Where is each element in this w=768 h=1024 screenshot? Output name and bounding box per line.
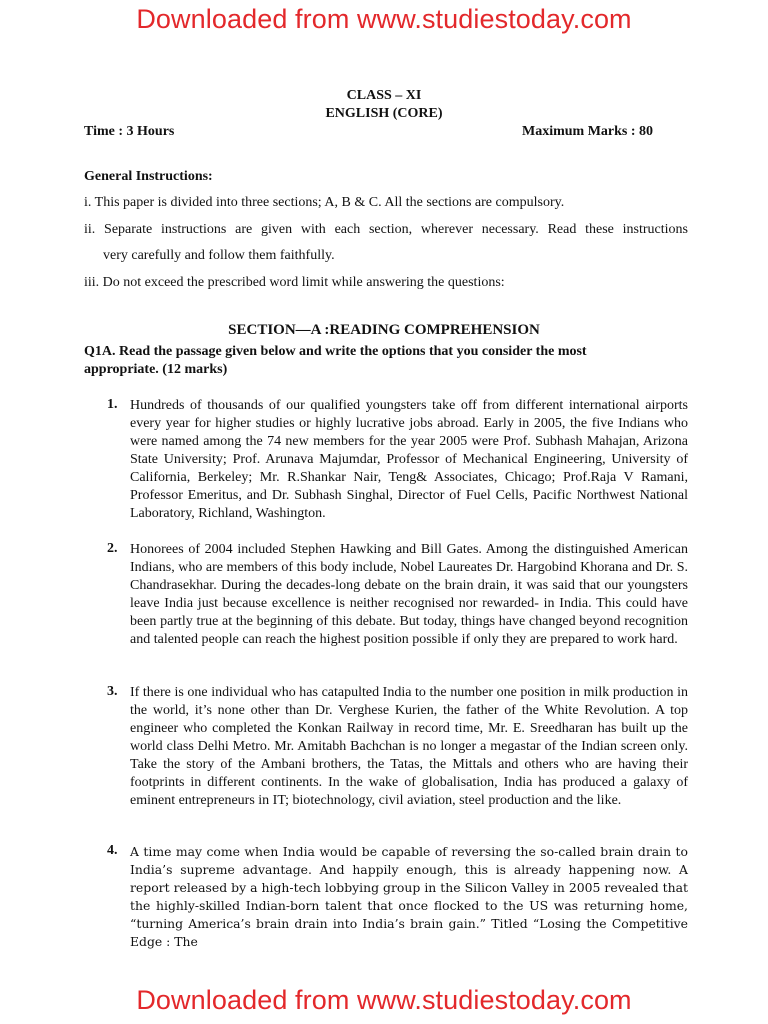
- paragraph-number: 1.: [107, 397, 118, 412]
- class-heading: CLASS – XI: [346, 88, 422, 103]
- instruction-item: i. This paper is divided into three sections; A, B & C. All the sections are compulsory.: [84, 195, 565, 210]
- section-title: SECTION—A :READING COMPREHENSION: [228, 322, 540, 338]
- question-text: Q1A. Read the passage given below and write the options that you consider the most: [84, 344, 587, 359]
- question-text-continuation: appropriate. (12 marks): [84, 362, 228, 377]
- paragraph-number: 2.: [107, 541, 118, 556]
- instructions-heading: General Instructions:: [84, 169, 213, 184]
- instruction-item: ii. Separate instructions are given with each section, wherever necessary. Read these instructions: [84, 222, 688, 237]
- passage-paragraph: Honorees of 2004 included Stephen Hawking and Bill Gates. Among the distinguished American Indians, who are members of this body include, Nobel Laureates Dr. Hargobind Khorana and Dr. S. Chandrasekhar. During the decades-long debate on the brain drain, it was said that our youngsters leave India just because excellence is neither recognised nor rewarded- in India. This could have been partly true at the beginning of this debate. But today, things have changed beyond recognition and talented people can reach the highest position possible if only they are prepared to work hard.: [130, 542, 688, 647]
- instruction-item: iii. Do not exceed the prescribed word limit while answering the questions:: [84, 275, 505, 290]
- passage-paragraph: Hundreds of thousands of our qualified youngsters take off from different international airports every year for higher studies or highly lucrative jobs abroad. Early in 2005, the five Indians who were named among the 74 new members for the year 2005 were Prof. Subhash Mahajan, Arizona State University; Prof. Arunava Majumdar, Professor of Mechanical Engineering, University of California, Berkeley; Mr. R.Shankar Nair, Teng& Associates, Chicago; Prof.Raja V Ramani, Professor Emeritus, and Dr. Subhash Singhal, Director of Fuel Cells, Pacific Northwest National Laboratory, Richland, Washington.: [130, 398, 688, 521]
- watermark-banner-bottom: Downloaded from www.studiestoday.com: [136, 985, 632, 1015]
- passage-paragraph: A time may come when India would be capable of reversing the so-called brain drain to India’s supreme advantage. And happily enough, this is already happening now. A report released by a high-tech lobbying group in the Silicon Valley in 2005 revealed that the highly-skilled Indian-born talent that once flocked to the US was returning home, “turning America’s brain drain into India’s brain gain.” Titled “Losing the Competitive Edge : The: [130, 844, 688, 949]
- passage-paragraph: If there is one individual who has catapulted India to the number one position in milk production in the world, it’s none other than Dr. Verghese Kurien, the father of the White Revolution. A top engineer who completed the Konkan Railway in record time, Mr. E. Sreedharan has built up the world class Delhi Metro. Mr. Amitabh Bachchan is no longer a megastar of the Indian screen only. Take the story of the Ambani brothers, the Tatas, the Mittals and others who are having their footprints in different continents. In the wake of globalisation, India has produced a galaxy of eminent entrepreneurs in IT; biotechnology, civil aviation, steel production and the like.: [130, 685, 688, 808]
- instruction-item-continuation: very carefully and follow them faithfully.: [103, 248, 335, 263]
- time-label: Time : 3 Hours: [84, 124, 175, 139]
- paragraph-number: 4.: [107, 843, 118, 858]
- max-marks-label: Maximum Marks : 80: [522, 124, 654, 139]
- subject-heading: ENGLISH (CORE): [325, 106, 443, 121]
- paragraph-number: 3.: [107, 684, 118, 699]
- watermark-banner-top: Downloaded from www.studiestoday.com: [136, 4, 632, 34]
